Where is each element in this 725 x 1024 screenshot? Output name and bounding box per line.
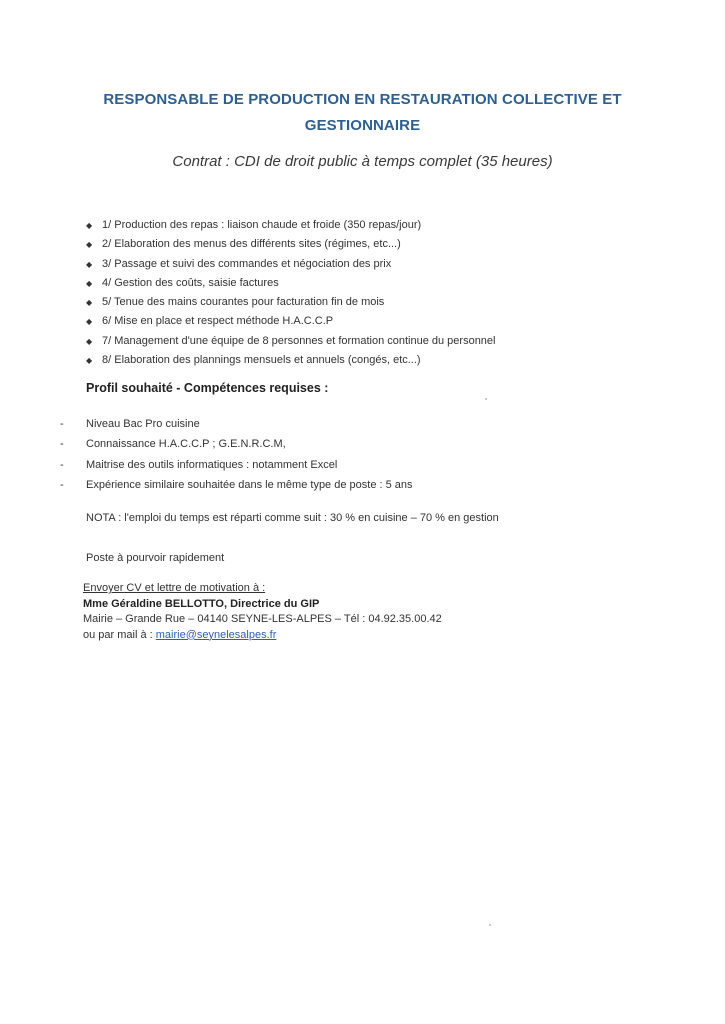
- skill-item: [56, 455, 413, 475]
- task-item: [86, 332, 496, 351]
- task-item: [86, 274, 496, 293]
- scan-speck: [489, 924, 491, 926]
- profile-heading: Profil souhaité - Compétences requises :: [86, 381, 329, 395]
- contact-block: [83, 581, 442, 643]
- nota-note: NOTA : l'emploi du temps est réparti comme suit : 30 % en cuisine – 70 % en gestion: [86, 512, 499, 524]
- diamond-bullet-icon: ◆: [86, 298, 93, 308]
- skill-item: [56, 475, 413, 495]
- diamond-bullet-icon: ◆: [86, 336, 93, 346]
- skill-text: Connaissance H.A.C.C.P ; G.E.N.R.C.M,: [86, 438, 286, 451]
- dash-bullet: -: [60, 478, 64, 491]
- skill-item: [56, 414, 413, 434]
- contact-name: Mme Géraldine BELLOTTO, Directrice du GIP: [83, 597, 320, 610]
- contract-subtitle: Contrat : CDI de droit public à temps complet (35 heures): [172, 153, 553, 170]
- task-item: [86, 255, 496, 274]
- task-text: 5/ Tenue des mains courantes pour facturation fin de mois: [102, 296, 385, 309]
- availability-note: Poste à pourvoir rapidement: [86, 552, 225, 564]
- skills-list: [56, 414, 413, 495]
- skill-text: Niveau Bac Pro cuisine: [86, 418, 200, 430]
- task-text: 3/ Passage et suivi des commandes et négociation des prix: [102, 257, 392, 270]
- task-text: 1/ Production des repas : liaison chaude et froide (350 repas/jour): [102, 219, 422, 231]
- dash-bullet: -: [60, 458, 64, 471]
- diamond-bullet-icon: ◆: [86, 221, 93, 230]
- diamond-bullet-icon: ◆: [86, 317, 93, 327]
- task-text: 7/ Management d'une équipe de 8 personnes et formation continue du personnel: [102, 334, 496, 347]
- task-item: [86, 351, 496, 370]
- job-title-line-1: RESPONSABLE DE PRODUCTION EN RESTAURATION COLLECTIVE ET: [103, 91, 622, 108]
- task-item: [86, 235, 496, 254]
- task-text: 8/ Elaboration des plannings mensuels et annuels (congés, etc...): [102, 354, 421, 367]
- contact-address: Mairie – Grande Rue – 04140 SEYNE-LES-ALPES – Tél : 04.92.35.00.42: [83, 613, 442, 626]
- task-text: 2/ Elaboration des menus des différents sites (régimes, etc...): [102, 238, 401, 251]
- skill-item: [56, 434, 413, 454]
- task-item: [86, 312, 496, 331]
- diamond-bullet-icon: ◆: [86, 259, 93, 269]
- scan-speck: [485, 398, 487, 400]
- job-title-line-2: GESTIONNAIRE: [304, 117, 421, 134]
- task-list: [86, 216, 496, 370]
- skill-text: Maitrise des outils informatiques : notamment Excel: [86, 458, 338, 471]
- task-item: [86, 293, 496, 312]
- send-instructions: Envoyer CV et lettre de motivation à :: [83, 582, 266, 594]
- task-item: [86, 216, 496, 235]
- task-text: 4/ Gestion des coûts, saisie factures: [102, 276, 279, 289]
- task-text: 6/ Mise en place et respect méthode H.A.C.C.P: [102, 315, 334, 328]
- diamond-bullet-icon: ◆: [86, 356, 93, 366]
- contact-mail-line: [83, 628, 442, 644]
- dash-bullet: -: [60, 438, 64, 451]
- mail-prefix: ou par mail à :: [83, 628, 156, 641]
- dash-bullet: -: [60, 418, 64, 430]
- skill-text: Expérience similaire souhaitée dans le même type de poste : 5 ans: [86, 478, 413, 491]
- email-link[interactable]: mairie@seynelesalpes.fr: [155, 628, 277, 641]
- diamond-bullet-icon: ◆: [86, 240, 93, 250]
- diamond-bullet-icon: ◆: [86, 278, 93, 288]
